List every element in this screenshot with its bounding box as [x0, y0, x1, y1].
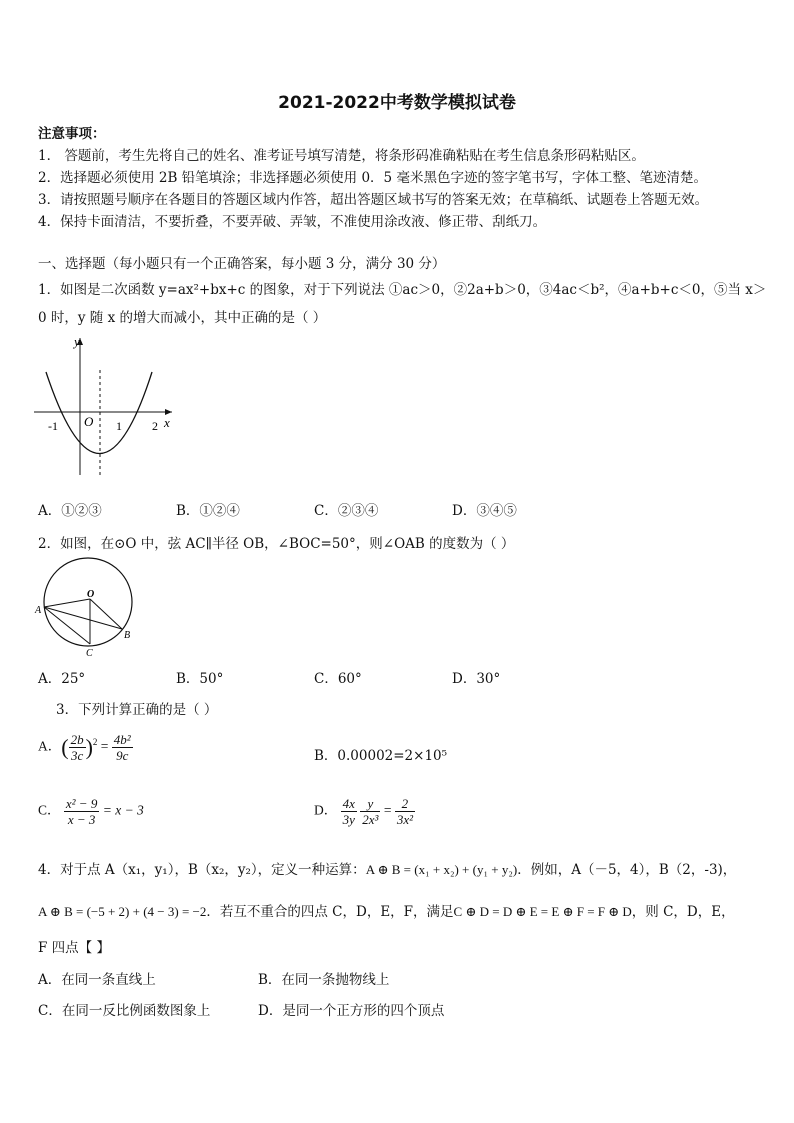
- q2-stem: 2．如图，在⊙O 中，弦 AC∥半径 OB，∠BOC=50°，则∠OAB 的度数为（ ）: [38, 536, 515, 552]
- q1-option-d: D．③④⑤: [452, 503, 517, 519]
- q1-option-b: B．①②④: [176, 503, 240, 519]
- q2-option-d: D．30°: [452, 671, 501, 687]
- q3-option-c: C． $\frac{\text{x² − 9}}{x - 3}$ = x − 3: [38, 796, 144, 827]
- q4-option-a: A．在同一条直线上: [38, 972, 156, 988]
- q3-stem: 3．下列计算正确的是（ ）: [56, 702, 218, 718]
- q3-option-d: D． $\frac{4x}{3y}$ $\frac{y}{\text{2x³}}$ = $\frac{2}{\text{3x²}}$: [314, 796, 413, 827]
- q1-option-c: C．②③④: [314, 503, 379, 519]
- tick-label: 1: [116, 419, 122, 433]
- q4-line1: 4．对于点 A（x₁，y₁），B（x₂，y₂），定义一种运算：A ⊕ B = (x₁ + x₂) + (y₁ + y₂)．例如，A（－5，4），B（2，-3)，: [38, 862, 737, 878]
- q1-stem-line2: 0 时，y 随 x 的增大而减小，其中正确的是（ ）: [38, 310, 327, 326]
- q2-option-c: C．60°: [314, 671, 362, 687]
- label-b: B: [124, 630, 131, 641]
- q4-option-b: B．在同一条抛物线上: [258, 972, 390, 988]
- notice-item: 3．请按照题号顺序在各题目的答题区域内作答，超出答题区域书写的答案无效；在草稿纸、试题卷上答题无效。: [38, 192, 709, 208]
- parabola-graph: [34, 330, 184, 480]
- q3-option-a: A．( $\frac{2b}{3c}$ )$^2$ = $\frac{\text{4b²}}{9c}$: [38, 732, 131, 763]
- x-label: x: [164, 415, 170, 430]
- q3-option-b: B．0.00002=2×10⁵: [314, 748, 448, 764]
- parabola-curve: [46, 372, 152, 454]
- q2-option-b: B．50°: [176, 671, 224, 687]
- q2-option-a: A．25°: [38, 671, 86, 687]
- notice-heading: 注意事项：: [38, 126, 106, 142]
- circle-diagram: [32, 552, 144, 660]
- notice-item: 1． 答题前，考生先将自己的姓名、准考证号填写清楚，将条形码准确粘贴在考生信息条形码粘贴区。: [38, 148, 645, 164]
- tick-label: -1: [48, 419, 58, 433]
- y-label: y: [74, 334, 80, 349]
- circle-o: [44, 558, 132, 646]
- page-title: 2021-2022中考数学模拟试卷: [278, 93, 516, 113]
- q4-option-d: D．是同一个正方形的四个顶点: [258, 1003, 445, 1019]
- origin-label: O: [84, 414, 94, 429]
- q4-option-c: C．在同一反比例函数图象上: [38, 1003, 211, 1019]
- label-a: A: [35, 605, 42, 616]
- q4-line2: A ⊕ B = (−5 + 2) + (4 − 3) = −2．若互不重合的四点 C，D，E，F，满足C ⊕ D = D ⊕ E = E ⊕ F = F ⊕ D，则 C，D，E，: [38, 904, 735, 920]
- q1-stem-line1: 1．如图是二次函数 y=ax²+bx+c 的图象，对于下列说法 ①ac＞0，②2a+b＞0，③4ac＜b²，④a+b+c＜0，⑤当 x＞: [38, 282, 767, 298]
- notice-item: 2．选择题必须使用 2B 铅笔填涂；非选择题必须使用 0．5 毫米黑色字迹的签字笔书写，字体工整、笔迹清楚。: [38, 170, 707, 186]
- q4-line3: F 四点【 】: [38, 940, 110, 956]
- label-o: O: [87, 589, 95, 600]
- segment-ao: [44, 599, 90, 607]
- notice-item: 4．保持卡面清洁，不要折叠，不要弄破、弄皱，不准使用涂改液、修正带、刮纸刀。: [38, 214, 547, 230]
- tick-label: 2: [152, 419, 158, 433]
- section-heading: 一、选择题（每小题只有一个正确答案，每小题 3 分，满分 30 分）: [38, 256, 446, 272]
- label-c: C: [86, 648, 93, 659]
- q1-option-a: A．①②③: [38, 503, 102, 519]
